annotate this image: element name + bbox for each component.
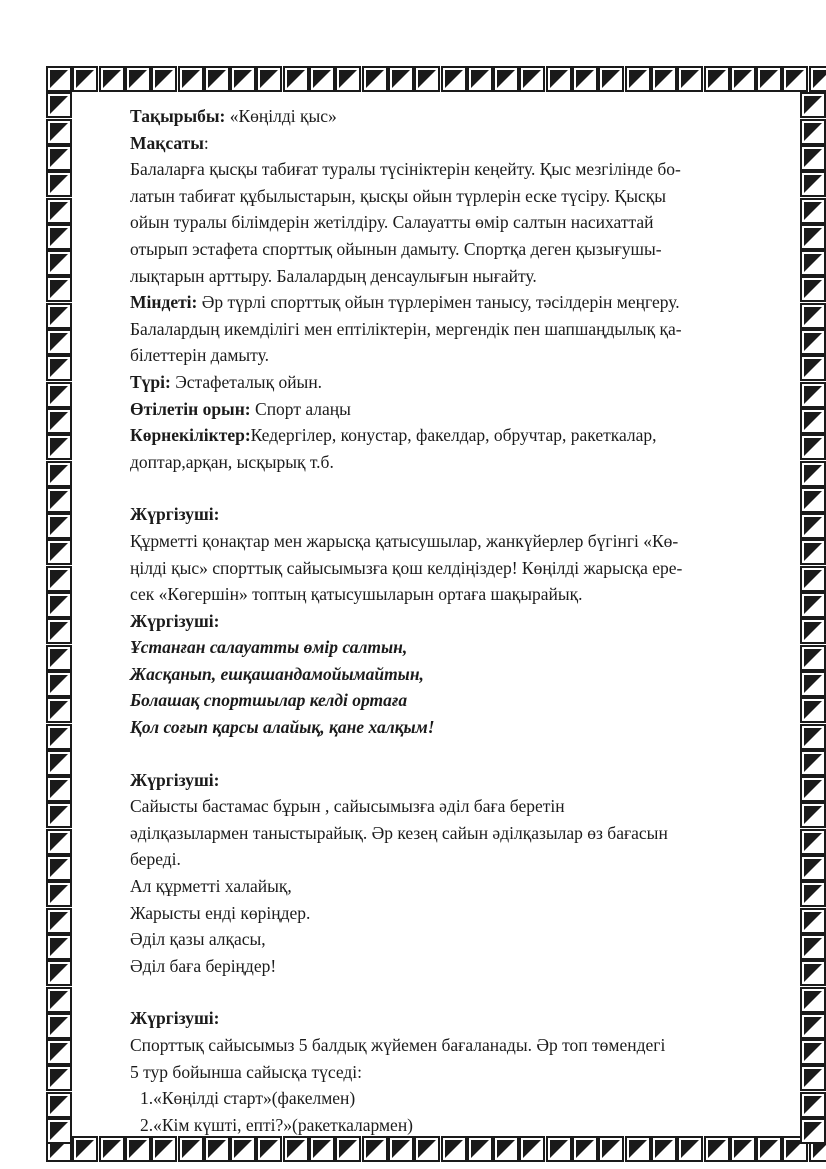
border-tile: [519, 66, 545, 92]
border-tile: [46, 145, 72, 171]
border-tile: [756, 1136, 782, 1162]
border-tile: [46, 829, 72, 855]
host-line: ңілді қыс» спорттық сайысымызға қош келдіңіздер! Көңілді жарысқа ере-: [130, 557, 683, 578]
task-line: Балалардың икемділігі мен ептіліктерін, мергендік пен шапшаңдылық қа-: [130, 318, 682, 339]
place-line: [130, 396, 750, 423]
border-tile: [800, 829, 826, 855]
border-tile: [46, 776, 72, 802]
border-tile: [46, 92, 72, 118]
border-tile: [46, 671, 72, 697]
border-tile: [800, 329, 826, 355]
border-tile: [46, 382, 72, 408]
border-tile: [46, 1039, 72, 1065]
border-tile: [800, 224, 826, 250]
border-tile: [800, 960, 826, 986]
border-tile: [46, 881, 72, 907]
border-tile: [125, 66, 151, 92]
border-tile: [388, 66, 414, 92]
border-tile: [441, 66, 467, 92]
border-tile: [493, 66, 519, 92]
border-tile: [151, 66, 177, 92]
goal-line: Балаларға қысқы табиғат туралы түсініктерін кеңейту. Қыс мезгілінде бо-: [130, 159, 681, 180]
border-tile: [704, 66, 730, 92]
border-tile: [46, 434, 72, 460]
visual-text: Кедергілер, конустар, факелдар, обручтар, ракеткалар,: [250, 425, 657, 446]
border-tile: [800, 276, 826, 302]
border-tile: [441, 1136, 467, 1162]
goal-line: латын табиғат құбылыстарын, қысқы ойын түрлерін еске түсіру. Қысқы: [130, 185, 667, 206]
border-tile: [72, 1136, 98, 1162]
border-tile: [46, 171, 72, 197]
border-tile: [651, 1136, 677, 1162]
border-tile: [800, 1039, 826, 1065]
host-line: Ал құрметті халайық,: [130, 876, 292, 897]
goal-line: отырып эстафета спорттық ойынын дамыту. Спортқа деген қызығушы-: [130, 238, 662, 259]
border-tile: [178, 66, 204, 92]
host-line: 5 тур бойынша сайысқа түседі:: [130, 1061, 363, 1082]
border-tile: [309, 1136, 335, 1162]
border-tile: [46, 855, 72, 881]
border-tile: [46, 1118, 72, 1144]
border-tile: [800, 618, 826, 644]
border-tile: [625, 66, 651, 92]
border-tile: [151, 1136, 177, 1162]
host-line: береді.: [130, 849, 181, 870]
border-tile: [414, 1136, 440, 1162]
host-line: Әділ баға беріңдер!: [130, 955, 277, 976]
border-tile: [46, 461, 72, 487]
host-heading: Жүргізуші:: [130, 769, 220, 790]
host-line: Сайысты бастамас бұрын , сайысымызға әділ баға беретін: [130, 796, 565, 817]
type-line: [130, 369, 750, 396]
border-tile: [800, 750, 826, 776]
border-tile: [335, 66, 361, 92]
border-tile: [46, 1065, 72, 1091]
place-label: Өтілетін орын:: [130, 398, 251, 419]
border-tile: [800, 250, 826, 276]
border-tile: [800, 645, 826, 671]
type-value: Эстафеталық ойын.: [170, 371, 323, 392]
border-tile: [800, 566, 826, 592]
border-tile: [230, 1136, 256, 1162]
goal-heading: [130, 130, 750, 157]
host-heading: Жүргізуші:: [130, 1008, 220, 1029]
type-label: Түрі:: [130, 371, 171, 392]
border-tile: [800, 1118, 826, 1144]
border-tile: [598, 1136, 624, 1162]
border-tile: [800, 908, 826, 934]
topic-value: «Көңілді қыс»: [225, 106, 337, 126]
border-tile: [651, 66, 677, 92]
border-tile: [46, 487, 72, 513]
goal-colon: :: [203, 132, 209, 153]
border-tile: [99, 1136, 125, 1162]
border-tile: [362, 66, 388, 92]
border-tile: [46, 408, 72, 434]
host-line: Жарысты енді көріңдер.: [130, 902, 311, 923]
border-tile: [46, 1013, 72, 1039]
border-tile: [730, 1136, 756, 1162]
border-tile: [800, 855, 826, 881]
border-tile: [46, 802, 72, 828]
visual-line: доптар,арқан, ысқырық т.б.: [130, 451, 334, 472]
border-tile: [414, 66, 440, 92]
border-tile: [800, 382, 826, 408]
border-tile: [800, 198, 826, 224]
border-tile: [283, 1136, 309, 1162]
border-tile: [800, 171, 826, 197]
border-tile: [800, 434, 826, 460]
visual-line: [130, 422, 750, 449]
border-tile: [800, 303, 826, 329]
border-tile: [46, 750, 72, 776]
border-tile: [46, 276, 72, 302]
task-text: Әр түрлі спорттық ойын түрлерімен танысу, тәсілдерін меңгеру.: [197, 292, 680, 313]
poem-line: Ұстанған салауатты өмір салтын,: [130, 637, 408, 658]
border-tile: [572, 66, 598, 92]
border-tile: [467, 1136, 493, 1162]
border-tile: [204, 1136, 230, 1162]
border-tile: [800, 487, 826, 513]
border-tile: [598, 66, 624, 92]
host-line: Спорттық сайысымыз 5 балдық жүйемен бағаланады. Әр топ төмендегі: [130, 1035, 666, 1055]
border-tile: [230, 66, 256, 92]
border-tile: [46, 224, 72, 250]
border-tile: [309, 66, 335, 92]
host-line: әділқазылармен таныстырайық. Әр кезең сайын әділқазылар өз бағасын: [130, 822, 668, 843]
list-item: 2.«Кім күшті, епті?»(ракеткалармен): [140, 1114, 414, 1135]
border-tile: [46, 724, 72, 750]
border-tile: [256, 1136, 282, 1162]
host-heading: Жүргізуші:: [130, 504, 220, 525]
host-heading: Жүргізуші:: [130, 610, 220, 631]
border-tile: [800, 592, 826, 618]
border-tile: [46, 355, 72, 381]
border-tile: [46, 697, 72, 723]
task-line: білеттерін дамыту.: [130, 345, 269, 366]
border-tile: [283, 66, 309, 92]
border-tile: [800, 145, 826, 171]
border-tile: [800, 1092, 826, 1118]
poem-line: Болашақ спортшылар келді ортаға: [130, 690, 408, 711]
border-tile: [809, 66, 826, 92]
border-tile: [800, 92, 826, 118]
border-tile: [519, 1136, 545, 1162]
border-tile: [800, 881, 826, 907]
border-tile: [493, 1136, 519, 1162]
border-tile: [800, 987, 826, 1013]
border-tile: [756, 66, 782, 92]
border-tile: [204, 66, 230, 92]
border-tile: [800, 408, 826, 434]
goal-label: Мақсаты: [130, 132, 204, 153]
border-tile: [362, 1136, 388, 1162]
border-tile: [46, 1092, 72, 1118]
task-label: Міндеті:: [130, 292, 198, 313]
border-tile: [800, 802, 826, 828]
border-tile: [46, 987, 72, 1013]
task-line: [130, 289, 750, 316]
border-tile: [800, 1013, 826, 1039]
border-tile: [46, 66, 72, 92]
topic-label: Тақырыбы:: [130, 106, 226, 126]
host-line: Әділ қазы алқасы,: [130, 929, 266, 950]
border-tile: [800, 513, 826, 539]
border-tile: [46, 250, 72, 276]
border-tile: [467, 66, 493, 92]
border-tile: [782, 66, 808, 92]
border-tile: [46, 329, 72, 355]
border-tile: [99, 66, 125, 92]
list-item: 1.«Көңілді старт»(факелмен): [140, 1088, 356, 1109]
border-tile: [46, 618, 72, 644]
visual-label: Көрнекіліктер:: [130, 425, 251, 446]
border-tile: [178, 1136, 204, 1162]
border-tile: [704, 1136, 730, 1162]
poem-line: Жасқанып, ешқашандамойымайтын,: [130, 663, 424, 684]
border-tile: [730, 66, 756, 92]
border-tile: [677, 1136, 703, 1162]
host-line: сек «Көгершін» топтың қатысушыларын ортаға шақырайық.: [130, 584, 583, 605]
border-tile: [546, 1136, 572, 1162]
border-tile: [800, 724, 826, 750]
border-tile: [546, 66, 572, 92]
border-tile: [800, 1065, 826, 1091]
border-tile: [677, 66, 703, 92]
border-tile: [125, 1136, 151, 1162]
host-line: Құрметті қонақтар мен жарысқа қатысушылар, жанкүйерлер бүгінгі «Кө-: [130, 530, 679, 551]
border-tile: [46, 566, 72, 592]
border-tile: [256, 66, 282, 92]
border-tile: [388, 1136, 414, 1162]
goal-line: лықтарын арттыру. Балалардың денсаулығын нығайту.: [130, 265, 537, 286]
border-tile: [800, 461, 826, 487]
border-tile: [800, 355, 826, 381]
border-tile: [46, 934, 72, 960]
border-tile: [46, 645, 72, 671]
border-tile: [625, 1136, 651, 1162]
border-tile: [72, 66, 98, 92]
border-tile: [46, 908, 72, 934]
border-tile: [335, 1136, 361, 1162]
border-tile: [46, 513, 72, 539]
border-tile: [46, 119, 72, 145]
border-tile: [800, 776, 826, 802]
border-tile: [572, 1136, 598, 1162]
place-value: Спорт алаңы: [250, 398, 351, 419]
document-body: [130, 103, 750, 1138]
border-tile: [800, 119, 826, 145]
border-tile: [800, 934, 826, 960]
border-tile: [46, 960, 72, 986]
border-tile: [800, 539, 826, 565]
border-tile: [46, 303, 72, 329]
border-tile: [800, 697, 826, 723]
goal-line: ойын туралы білімдерін жетілдіру. Салауатты өмір салтын насихаттай: [130, 212, 654, 233]
border-tile: [46, 592, 72, 618]
border-tile: [46, 539, 72, 565]
border-tile: [800, 671, 826, 697]
poem-line: Қол соғып қарсы алайық, қане халқым!: [130, 717, 435, 738]
border-tile: [46, 198, 72, 224]
topic-line: [130, 103, 750, 130]
